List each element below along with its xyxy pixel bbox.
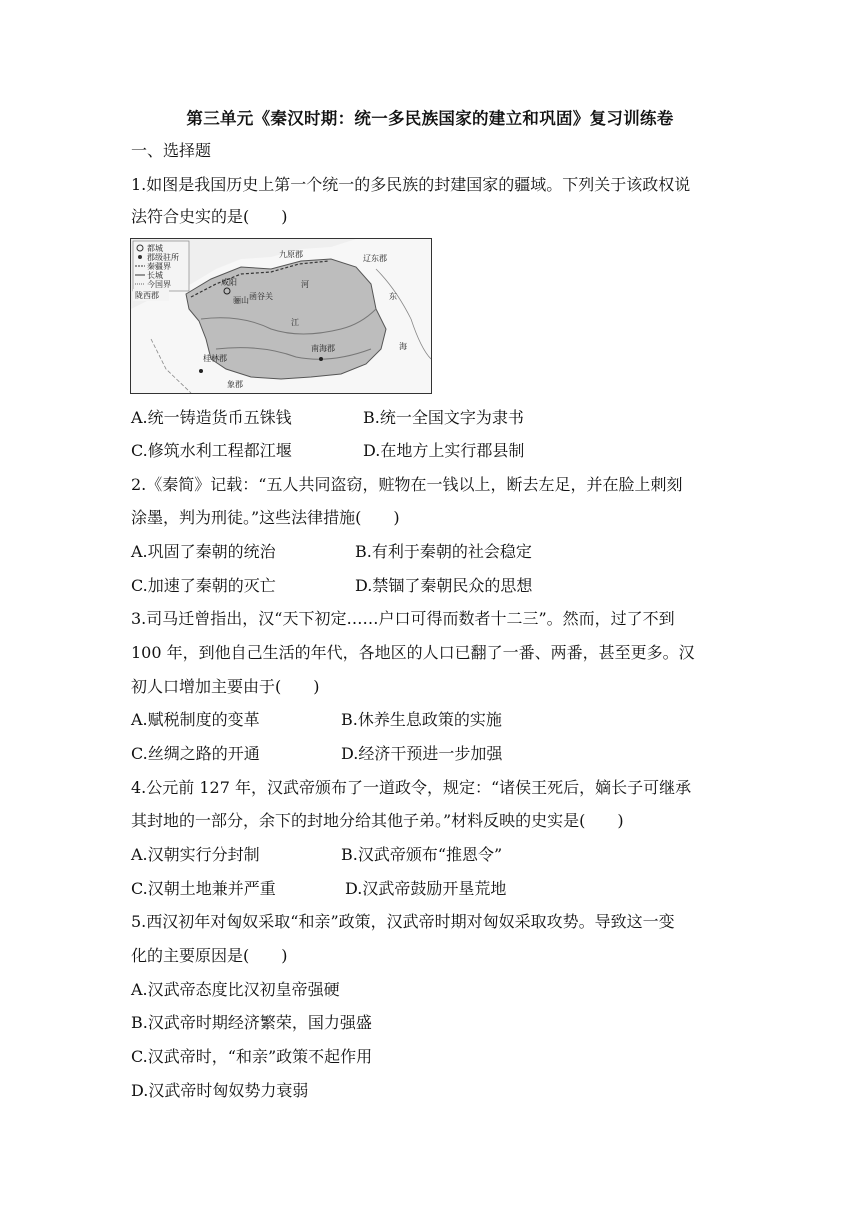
map-label: 海 xyxy=(399,342,407,351)
q1-stem-line1: 1.如图是我国历史上第一个统一的多民族的封建国家的疆域。下列关于该政权说 xyxy=(131,175,691,194)
q3-option-d[interactable]: D.经济干预进一步加强 xyxy=(341,744,503,763)
q2-option-c[interactable]: C.加速了秦朝的灭亡 xyxy=(131,576,276,595)
q3-option-c[interactable]: C.丝绸之路的开通 xyxy=(131,744,260,763)
q4-option-d[interactable]: D.汉武帝鼓励开垦荒地 xyxy=(345,879,507,898)
q3-stem-line2: 100 年，到他自己生活的年代，各地区的人口已翻了一番、两番，甚至更多。汉 xyxy=(131,643,695,662)
map-label: 陇西郡 xyxy=(135,291,159,300)
legend-item: 长城 xyxy=(147,271,163,280)
map-label: 桂林郡 xyxy=(203,354,227,363)
legend-item: 今国界 xyxy=(147,280,171,289)
doc-title: 第三单元《秦汉时期：统一多民族国家的建立和巩固》复习训练卷 xyxy=(186,109,674,128)
q2-stem-line1: 2.《秦简》记载：“五人共同盗窃，赃物在一钱以上，断去左足，并在脸上刺刻 xyxy=(131,475,683,494)
q4-option-c[interactable]: C.汉朝土地兼并严重 xyxy=(131,879,276,898)
q3-option-b[interactable]: B.休养生息政策的实施 xyxy=(341,710,502,729)
legend-item: 都城 xyxy=(147,244,163,253)
q2-option-d[interactable]: D.禁锢了秦朝民众的思想 xyxy=(355,576,533,595)
map-label: 函谷关 xyxy=(249,292,273,301)
q5-option-d[interactable]: D.汉武帝时匈奴势力衰弱 xyxy=(131,1081,309,1100)
legend-item: 秦疆界 xyxy=(147,262,171,271)
map-label: 象郡 xyxy=(227,380,243,389)
q4-option-a[interactable]: A.汉朝实行分封制 xyxy=(131,845,260,864)
q2-option-b[interactable]: B.有利于秦朝的社会稳定 xyxy=(355,542,532,561)
map-label: 南海郡 xyxy=(311,344,335,353)
q2-stem-line2: 涂墨，判为刑徒。”这些法律措施( ) xyxy=(131,508,400,527)
q5-stem-line1: 5.西汉初年对匈奴采取“和亲”政策，汉武帝时期对匈奴采取攻势。导致这一变 xyxy=(131,912,675,931)
q2-option-a[interactable]: A.巩固了秦朝的统治 xyxy=(131,542,276,561)
q1-option-a[interactable]: A.统一铸造货币五铢钱 xyxy=(131,408,292,427)
section-heading: 一、选择题 xyxy=(131,141,212,160)
q3-stem-line3: 初人口增加主要由于( ) xyxy=(131,677,320,696)
q3-option-a[interactable]: A.赋税制度的变革 xyxy=(131,710,260,729)
q4-stem-line1: 4.公元前 127 年，汉武帝颁布了一道政令，规定：“诸侯王死后，嫡长子可继承 xyxy=(131,778,692,797)
q5-option-b[interactable]: B.汉武帝时期经济繁荣，国力强盛 xyxy=(131,1013,372,1032)
q5-option-c[interactable]: C.汉武帝时，“和亲”政策不起作用 xyxy=(131,1047,373,1066)
q4-stem-line2: 其封地的一部分，余下的封地分给其他子弟。”材料反映的史实是( ) xyxy=(131,811,624,830)
map-label: 咸阳 xyxy=(221,278,237,287)
q3-stem-line1: 3.司马迁曾指出，汉“天下初定……户口可得而数者十二三”。然而，过了不到 xyxy=(131,609,675,628)
map-label: 河 xyxy=(301,280,309,289)
map-label: 江 xyxy=(291,318,299,327)
legend-item: 郡级驻所 xyxy=(147,253,179,262)
q5-stem-line2: 化的主要原因是( ) xyxy=(131,946,288,965)
q1-stem-line2: 法符合史实的是( ) xyxy=(131,207,288,226)
map-label: 东 xyxy=(389,292,397,301)
qin-territory-map xyxy=(130,238,432,394)
q1-option-b[interactable]: B.统一全国文字为隶书 xyxy=(363,408,524,427)
q1-option-c[interactable]: C.修筑水利工程都江堰 xyxy=(131,441,292,460)
map-label: 骊山 xyxy=(233,296,249,305)
q1-option-d[interactable]: D.在地方上实行郡县制 xyxy=(363,441,525,460)
q4-option-b[interactable]: B.汉武帝颁布“推恩令” xyxy=(341,845,503,864)
q5-option-a[interactable]: A.汉武帝态度比汉初皇帝强硬 xyxy=(131,980,340,999)
map-label: 辽东郡 xyxy=(363,254,387,263)
map-label: 九原郡 xyxy=(279,250,303,259)
